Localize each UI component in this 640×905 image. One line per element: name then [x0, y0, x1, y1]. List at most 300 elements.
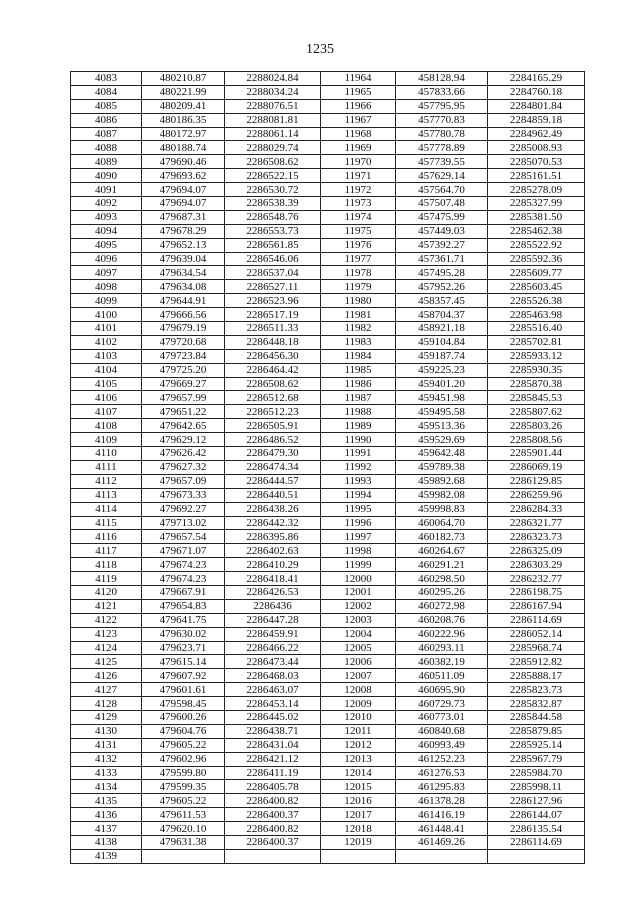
table-cell: 4100 — [71, 308, 142, 322]
table-cell: 479626.42 — [142, 447, 225, 461]
table-cell: 2285844.58 — [488, 710, 585, 724]
table-cell: 4137 — [71, 822, 142, 836]
table-cell: 11994 — [321, 488, 396, 502]
table-cell: 479642.65 — [142, 419, 225, 433]
table-cell: 4123 — [71, 627, 142, 641]
table-cell: 11989 — [321, 419, 396, 433]
table-cell: 2285984.70 — [488, 766, 585, 780]
table-cell: 460272.98 — [396, 599, 488, 613]
table-cell: 2285808.56 — [488, 433, 585, 447]
table-cell: 4120 — [71, 585, 142, 599]
table-cell: 11992 — [321, 460, 396, 474]
table-row — [71, 113, 585, 127]
table-cell: 2286512.68 — [225, 391, 321, 405]
table-cell: 457392.27 — [396, 238, 488, 252]
table-cell: 479679.19 — [142, 322, 225, 336]
table-cell: 459789.38 — [396, 460, 488, 474]
table-cell: 461448.41 — [396, 822, 488, 836]
table-cell: 2286511.33 — [225, 322, 321, 336]
table-cell: 457475.99 — [396, 210, 488, 224]
table-cell: 2286129.85 — [488, 474, 585, 488]
table-cell: 479723.84 — [142, 349, 225, 363]
table-cell: 11972 — [321, 183, 396, 197]
table-row — [71, 724, 585, 738]
table-cell: 459451.98 — [396, 391, 488, 405]
table-cell: 457952.26 — [396, 280, 488, 294]
table-row — [71, 266, 585, 280]
table-cell: 479693.62 — [142, 169, 225, 183]
table-cell: 460222.96 — [396, 627, 488, 641]
table-cell: 460993.49 — [396, 738, 488, 752]
table-cell: 457495.28 — [396, 266, 488, 280]
table-cell: 2286456.30 — [225, 349, 321, 363]
table-cell: 12009 — [321, 697, 396, 711]
table-cell: 480186.35 — [142, 113, 225, 127]
table-cell: 4134 — [71, 780, 142, 794]
table-cell: 2286400.82 — [225, 794, 321, 808]
table-cell: 479651.22 — [142, 405, 225, 419]
table-row — [71, 99, 585, 113]
table-cell — [142, 849, 225, 863]
table-cell: 2285998.11 — [488, 780, 585, 794]
table-row — [71, 766, 585, 780]
table-row — [71, 280, 585, 294]
table-cell: 2285463.98 — [488, 308, 585, 322]
table-cell: 2286431.04 — [225, 738, 321, 752]
table-row — [71, 752, 585, 766]
table-cell: 4088 — [71, 141, 142, 155]
table-cell: 12013 — [321, 752, 396, 766]
table-cell: 2286303.29 — [488, 558, 585, 572]
table-cell: 480210.87 — [142, 72, 225, 86]
table-cell: 479657.09 — [142, 474, 225, 488]
table-row — [71, 558, 585, 572]
table-cell: 2286508.62 — [225, 155, 321, 169]
table-cell: 11975 — [321, 224, 396, 238]
table-cell: 458357.45 — [396, 294, 488, 308]
table-row — [71, 669, 585, 683]
table-cell: 2286114.69 — [488, 613, 585, 627]
table-cell: 479667.91 — [142, 585, 225, 599]
table-cell: 4132 — [71, 752, 142, 766]
table-cell: 460729.73 — [396, 697, 488, 711]
table-cell: 12001 — [321, 585, 396, 599]
table-cell: 2285702.81 — [488, 335, 585, 349]
table-cell: 4107 — [71, 405, 142, 419]
table-row — [71, 377, 585, 391]
table-cell: 2286459.91 — [225, 627, 321, 641]
table-cell: 2286127.96 — [488, 794, 585, 808]
table-cell: 2285381.50 — [488, 210, 585, 224]
table-cell: 479654.83 — [142, 599, 225, 613]
table-cell: 2286479.30 — [225, 447, 321, 461]
table-cell: 2285327.99 — [488, 197, 585, 211]
table-cell: 479623.71 — [142, 641, 225, 655]
table-cell: 479673.33 — [142, 488, 225, 502]
table-row — [71, 822, 585, 836]
table-cell: 4118 — [71, 558, 142, 572]
table-cell: 2286546.06 — [225, 252, 321, 266]
table-cell: 2285807.62 — [488, 405, 585, 419]
table-cell: 461469.26 — [396, 835, 488, 849]
table-cell: 2286442.32 — [225, 516, 321, 530]
table-cell: 459104.84 — [396, 335, 488, 349]
table-cell: 2286325.09 — [488, 544, 585, 558]
table-row — [71, 655, 585, 669]
table-row — [71, 85, 585, 99]
table-cell: 480221.99 — [142, 85, 225, 99]
table-cell: 2286411.19 — [225, 766, 321, 780]
table-cell: 479631.38 — [142, 835, 225, 849]
table-cell: 4093 — [71, 210, 142, 224]
table-cell: 4131 — [71, 738, 142, 752]
table-cell: 4139 — [71, 849, 142, 863]
table-cell: 460773.01 — [396, 710, 488, 724]
table-row — [71, 419, 585, 433]
table-cell: 4105 — [71, 377, 142, 391]
table-cell: 2286486.52 — [225, 433, 321, 447]
table-row — [71, 238, 585, 252]
table-cell: 460295.26 — [396, 585, 488, 599]
table-cell: 2286517.19 — [225, 308, 321, 322]
table-cell: 4104 — [71, 363, 142, 377]
table-cell: 460182.73 — [396, 530, 488, 544]
table-row — [71, 530, 585, 544]
table-cell: 479634.54 — [142, 266, 225, 280]
table-cell: 461252.23 — [396, 752, 488, 766]
table-cell: 11979 — [321, 280, 396, 294]
table-cell: 2286321.77 — [488, 516, 585, 530]
table-cell: 4097 — [71, 266, 142, 280]
table-cell: 4135 — [71, 794, 142, 808]
table-cell: 2285278.09 — [488, 183, 585, 197]
table-cell: 11974 — [321, 210, 396, 224]
table-cell: 4084 — [71, 85, 142, 99]
table-cell: 2286167.94 — [488, 599, 585, 613]
table-cell: 12000 — [321, 572, 396, 586]
table-cell: 4085 — [71, 99, 142, 113]
table-cell: 2286144.07 — [488, 808, 585, 822]
table-cell: 479674.23 — [142, 558, 225, 572]
table-cell: 2286468.03 — [225, 669, 321, 683]
table-cell: 4128 — [71, 697, 142, 711]
table-cell: 479605.22 — [142, 738, 225, 752]
table-cell: 479666.56 — [142, 308, 225, 322]
table-cell: 4103 — [71, 349, 142, 363]
table-cell: 12006 — [321, 655, 396, 669]
table-cell: 2285522.92 — [488, 238, 585, 252]
table-row — [71, 460, 585, 474]
table-cell: 457770.83 — [396, 113, 488, 127]
table-cell: 479600.26 — [142, 710, 225, 724]
table-cell: 12003 — [321, 613, 396, 627]
table-cell: 2286400.37 — [225, 808, 321, 822]
table-cell: 12010 — [321, 710, 396, 724]
table-cell: 459513.36 — [396, 419, 488, 433]
table-cell: 2284962.49 — [488, 127, 585, 141]
table-cell: 4099 — [71, 294, 142, 308]
table-cell: 2285603.45 — [488, 280, 585, 294]
table-cell: 479641.75 — [142, 613, 225, 627]
table-cell: 2286400.82 — [225, 822, 321, 836]
table-row — [71, 516, 585, 530]
table-row — [71, 641, 585, 655]
table-row — [71, 335, 585, 349]
table-row — [71, 72, 585, 86]
table-cell: 11988 — [321, 405, 396, 419]
table-cell: 2285967.79 — [488, 752, 585, 766]
table-cell: 11976 — [321, 238, 396, 252]
table-cell: 479615.14 — [142, 655, 225, 669]
table-cell: 12016 — [321, 794, 396, 808]
table-cell — [321, 849, 396, 863]
table-cell: 460840.68 — [396, 724, 488, 738]
table-cell: 11965 — [321, 85, 396, 99]
table-cell: 460382.19 — [396, 655, 488, 669]
table-cell: 2284859.18 — [488, 113, 585, 127]
table-cell: 11968 — [321, 127, 396, 141]
table-cell: 4115 — [71, 516, 142, 530]
table-cell: 4125 — [71, 655, 142, 669]
table-cell: 479720.68 — [142, 335, 225, 349]
table-cell: 460291.21 — [396, 558, 488, 572]
table-cell: 4098 — [71, 280, 142, 294]
table-cell: 2285161.51 — [488, 169, 585, 183]
table-cell: 479657.54 — [142, 530, 225, 544]
table-cell: 4111 — [71, 460, 142, 474]
table-cell: 2286548.76 — [225, 210, 321, 224]
table-cell: 2285823.73 — [488, 683, 585, 697]
table-cell: 4109 — [71, 433, 142, 447]
table-cell: 12004 — [321, 627, 396, 641]
table-cell: 479652.13 — [142, 238, 225, 252]
table-cell: 4113 — [71, 488, 142, 502]
table-cell: 2286259.96 — [488, 488, 585, 502]
table-cell: 457507.48 — [396, 197, 488, 211]
table-cell: 2286418.41 — [225, 572, 321, 586]
table-cell: 457564.70 — [396, 183, 488, 197]
table-row — [71, 474, 585, 488]
table-cell: 4083 — [71, 72, 142, 86]
table-cell: 457629.14 — [396, 169, 488, 183]
table-cell: 457780.78 — [396, 127, 488, 141]
table-row — [71, 627, 585, 641]
table-cell: 4086 — [71, 113, 142, 127]
table-cell: 2288081.81 — [225, 113, 321, 127]
table-cell: 2286445.02 — [225, 710, 321, 724]
table-cell: 12015 — [321, 780, 396, 794]
table-cell: 2286505.91 — [225, 419, 321, 433]
table-cell: 2286402.63 — [225, 544, 321, 558]
table-cell: 2286448.18 — [225, 335, 321, 349]
table-row — [71, 210, 585, 224]
table-cell: 480188.74 — [142, 141, 225, 155]
table-cell: 11995 — [321, 502, 396, 516]
table-cell — [396, 849, 488, 863]
table-cell: 2285845.53 — [488, 391, 585, 405]
table-cell: 457833.66 — [396, 85, 488, 99]
table-cell: 461378.28 — [396, 794, 488, 808]
coordinates-table-body — [71, 72, 585, 864]
table-cell: 2288024.84 — [225, 72, 321, 86]
table-cell: 459892.68 — [396, 474, 488, 488]
table-cell: 11977 — [321, 252, 396, 266]
table-cell: 11998 — [321, 544, 396, 558]
table-cell: 479629.12 — [142, 433, 225, 447]
table-cell: 2288029.74 — [225, 141, 321, 155]
table-cell: 460298.50 — [396, 572, 488, 586]
table-cell: 4087 — [71, 127, 142, 141]
page-number: 1235 — [306, 42, 334, 57]
table-cell: 2285870.38 — [488, 377, 585, 391]
table-cell: 479602.96 — [142, 752, 225, 766]
table-cell: 457778.89 — [396, 141, 488, 155]
table-row — [71, 391, 585, 405]
table-cell: 460695.90 — [396, 683, 488, 697]
table-row — [71, 683, 585, 697]
table-row — [71, 697, 585, 711]
table-cell: 11986 — [321, 377, 396, 391]
table-cell: 479634.08 — [142, 280, 225, 294]
table-cell: 459998.83 — [396, 502, 488, 516]
table-cell: 4101 — [71, 322, 142, 336]
table-cell: 479671.07 — [142, 544, 225, 558]
table-cell: 12002 — [321, 599, 396, 613]
table-cell: 457361.71 — [396, 252, 488, 266]
table-cell: 479644.91 — [142, 294, 225, 308]
table-row — [71, 738, 585, 752]
table-cell: 4092 — [71, 197, 142, 211]
table-cell: 2286473.44 — [225, 655, 321, 669]
table-cell: 2285933.12 — [488, 349, 585, 363]
table-cell: 2284801.84 — [488, 99, 585, 113]
table-cell: 12011 — [321, 724, 396, 738]
table-cell: 457795.95 — [396, 99, 488, 113]
table-cell: 2285070.53 — [488, 155, 585, 169]
table-row — [71, 599, 585, 613]
table-cell: 2286135.54 — [488, 822, 585, 836]
table-cell: 479674.23 — [142, 572, 225, 586]
table-cell: 2286512.23 — [225, 405, 321, 419]
table-row — [71, 613, 585, 627]
table-row — [71, 502, 585, 516]
table-cell: 459982.08 — [396, 488, 488, 502]
table-row — [71, 835, 585, 849]
table-cell: 2286405.78 — [225, 780, 321, 794]
table-cell: 4108 — [71, 419, 142, 433]
table-cell: 4121 — [71, 599, 142, 613]
table-cell: 2285930.35 — [488, 363, 585, 377]
table-cell: 4096 — [71, 252, 142, 266]
table-cell: 4127 — [71, 683, 142, 697]
table-cell: 461276.53 — [396, 766, 488, 780]
table-row — [71, 363, 585, 377]
table-row — [71, 585, 585, 599]
table-row — [71, 169, 585, 183]
table-cell: 460264.67 — [396, 544, 488, 558]
table-cell: 11987 — [321, 391, 396, 405]
table-cell: 4129 — [71, 710, 142, 724]
table-cell: 11970 — [321, 155, 396, 169]
table-cell: 4094 — [71, 224, 142, 238]
table-cell: 479657.99 — [142, 391, 225, 405]
table-cell: 2285901.44 — [488, 447, 585, 461]
table-cell: 4124 — [71, 641, 142, 655]
table-cell: 2286444.57 — [225, 474, 321, 488]
table-cell: 4089 — [71, 155, 142, 169]
table-cell: 4122 — [71, 613, 142, 627]
table-cell: 4091 — [71, 183, 142, 197]
table-cell: 12019 — [321, 835, 396, 849]
table-cell: 12005 — [321, 641, 396, 655]
table-cell: 2285925.14 — [488, 738, 585, 752]
table-cell: 2285516.40 — [488, 322, 585, 336]
table-cell: 457739.55 — [396, 155, 488, 169]
table-cell: 12018 — [321, 822, 396, 836]
table-row — [71, 405, 585, 419]
table-cell: 457449.03 — [396, 224, 488, 238]
table-cell: 2286421.12 — [225, 752, 321, 766]
table-row — [71, 433, 585, 447]
table-cell: 11984 — [321, 349, 396, 363]
table-cell: 11991 — [321, 447, 396, 461]
table-cell: 459225.23 — [396, 363, 488, 377]
table-cell: 11983 — [321, 335, 396, 349]
table-cell: 11982 — [321, 322, 396, 336]
table-cell: 4133 — [71, 766, 142, 780]
table-cell — [225, 849, 321, 863]
table-row — [71, 572, 585, 586]
table-cell: 2285879.85 — [488, 724, 585, 738]
table-cell: 479678.29 — [142, 224, 225, 238]
table-cell: 2285462.38 — [488, 224, 585, 238]
table-cell: 2285609.77 — [488, 266, 585, 280]
table-cell: 479605.22 — [142, 794, 225, 808]
table-cell: 2286538.39 — [225, 197, 321, 211]
table-cell: 2286232.77 — [488, 572, 585, 586]
table-cell: 2286323.73 — [488, 530, 585, 544]
table-cell: 461295.83 — [396, 780, 488, 794]
table-row — [71, 127, 585, 141]
table-row — [71, 349, 585, 363]
table-cell: 479694.07 — [142, 183, 225, 197]
table-cell: 2288076.51 — [225, 99, 321, 113]
table-row — [71, 224, 585, 238]
table-cell: 2286561.85 — [225, 238, 321, 252]
table-cell: 460064.70 — [396, 516, 488, 530]
table-cell: 2285526.38 — [488, 294, 585, 308]
table-cell: 2286395.86 — [225, 530, 321, 544]
table-cell: 4136 — [71, 808, 142, 822]
table-cell: 479601.61 — [142, 683, 225, 697]
table-cell: 2286463.07 — [225, 683, 321, 697]
table-cell: 11971 — [321, 169, 396, 183]
table-row — [71, 794, 585, 808]
table-cell: 4130 — [71, 724, 142, 738]
table-cell: 11993 — [321, 474, 396, 488]
table-cell: 2285888.17 — [488, 669, 585, 683]
coordinates-table — [70, 71, 585, 864]
table-cell: 4138 — [71, 835, 142, 849]
table-cell: 4119 — [71, 572, 142, 586]
table-row — [71, 849, 585, 863]
table-cell: 458128.94 — [396, 72, 488, 86]
table-cell: 479611.53 — [142, 808, 225, 822]
table-cell: 459187.74 — [396, 349, 488, 363]
table-cell: 11996 — [321, 516, 396, 530]
table-cell: 2285803.26 — [488, 419, 585, 433]
table-cell: 4090 — [71, 169, 142, 183]
